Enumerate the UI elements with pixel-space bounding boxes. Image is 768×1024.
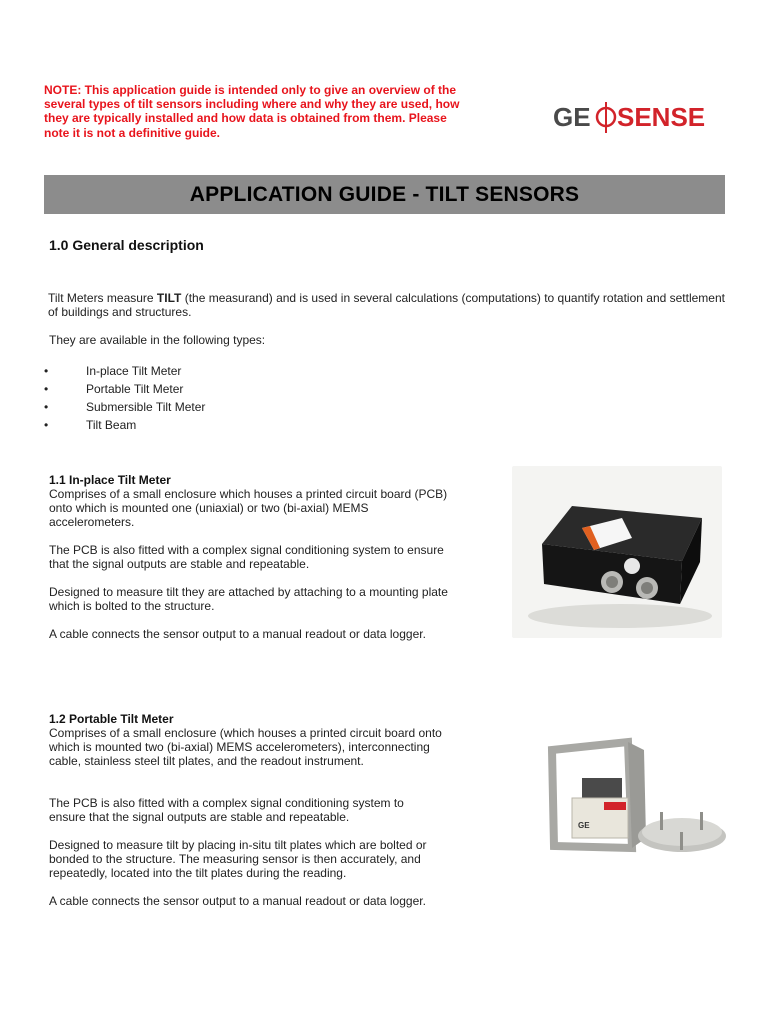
portable-paragraph-1: Comprises of a small enclosure (which houses a printed circuit board onto which is mounted two (bi-axial) MEMS accelerometers), interconnecting cable, stainless steel tilt plates, and the readout instrument. <box>49 726 442 768</box>
disclaimer-note: NOTE: This application guide is intended only to give an overview of the several types of tilt sensors including where and why they are used, how they are typically installed and how data is obtained from them. Please note it is not a definitive guide. <box>44 83 460 140</box>
intro-paragraph: Tilt Meters measure TILT (the measurand) and is used in several calculations (computations) to quantify rotation and settlement of buildings and structures. <box>48 291 725 319</box>
types-intro: They are available in the following types: <box>49 333 266 347</box>
svg-text:GE: GE <box>553 102 591 132</box>
svg-text:SENSE: SENSE <box>617 102 706 132</box>
portable-paragraph-2: The PCB is also fitted with a complex signal conditioning system to ensure that the signal outputs are stable and repeatable. <box>49 796 404 824</box>
geosense-logo <box>553 100 723 136</box>
section-heading-portable: 1.2 Portable Tilt Meter <box>49 712 174 726</box>
portable-paragraph-4: A cable connects the sensor output to a manual readout or data logger. <box>49 894 426 908</box>
svg-text:GE: GE <box>578 821 590 830</box>
inplace-paragraph-3: Designed to measure tilt they are attached by attaching to a mounting plate which is bolted to the structure. <box>49 585 448 613</box>
inplace-paragraph-4: A cable connects the sensor output to a manual readout or data logger. <box>49 627 426 641</box>
inplace-paragraph-1: Comprises of a small enclosure which houses a printed circuit board (PCB) onto which is mounted one (uniaxial) or two (bi-axial) MEMS accelerometers. <box>49 487 448 529</box>
inplace-tilt-meter-photo <box>512 466 722 638</box>
portable-paragraph-3: Designed to measure tilt by placing in-situ tilt plates which are bolted or bonded to the structure. The measuring sensor is then accurately, and repeatedly, located into the tilt plates during the reading. <box>49 838 427 880</box>
inplace-paragraph-2: The PCB is also fitted with a complex signal conditioning system to ensure that the signal outputs are stable and repeatable. <box>49 543 444 571</box>
page-title: APPLICATION GUIDE - TILT SENSORS <box>189 182 580 206</box>
section-heading-general: 1.0 General description <box>49 237 204 253</box>
section-heading-inplace: 1.1 In-place Tilt Meter <box>49 473 171 487</box>
portable-tilt-meter-photo <box>522 728 732 878</box>
logo-emblem-icon <box>597 102 615 133</box>
title-banner <box>44 175 725 214</box>
